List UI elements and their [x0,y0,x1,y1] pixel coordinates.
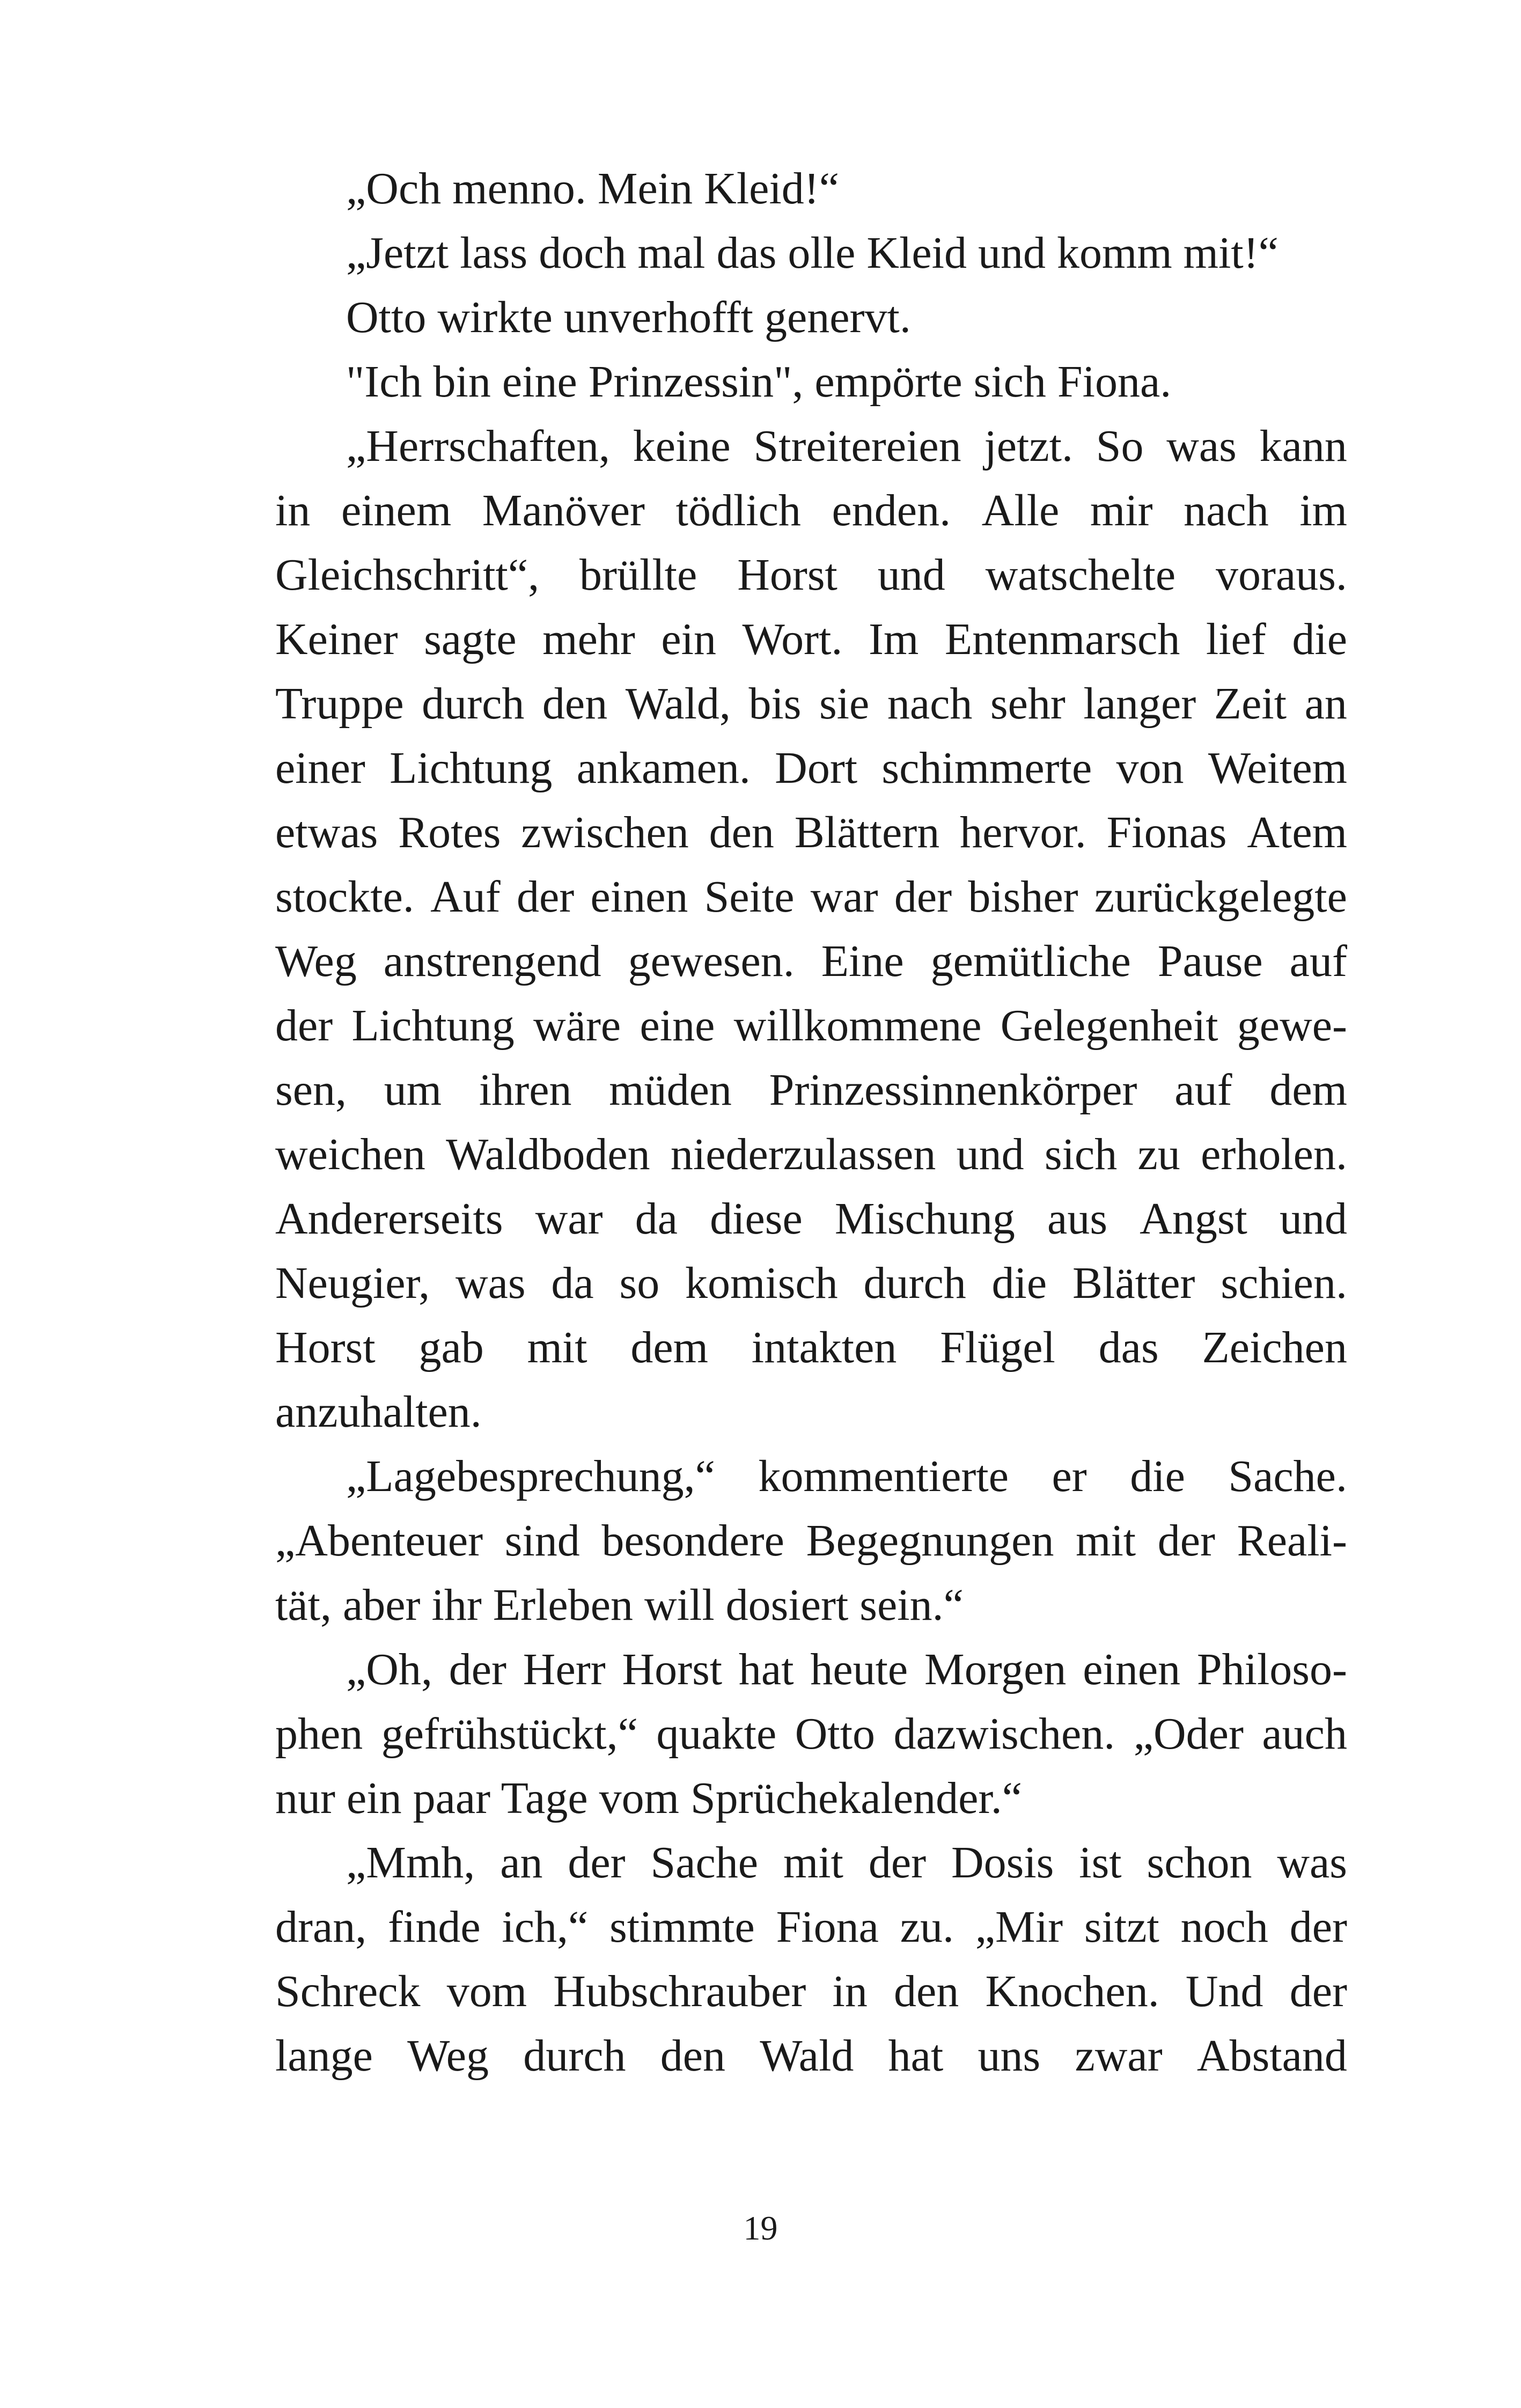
word: Lichtung [390,743,553,793]
word: ein [661,614,716,664]
word: da [551,1258,594,1308]
word: die [991,1258,1047,1308]
word: sie [819,679,870,729]
word: erholen. [1201,1129,1347,1179]
word: lief [1206,614,1266,664]
word: ist [1079,1838,1122,1888]
word: Entenmarsch [944,614,1180,664]
word: mit [783,1838,843,1888]
word: zu [1137,1129,1180,1179]
text-line [275,801,1347,865]
text-line [275,1122,1347,1187]
word: im [1299,486,1347,535]
word: sagte [424,614,517,664]
word: ihren [479,1065,572,1115]
word: an [1304,679,1347,729]
text-line: "Ich bin eine Prinzessin", empörte sich Fiona. [346,357,1172,407]
word: jetzt. [984,421,1073,471]
word: lange [275,2031,373,2081]
word: Horst [275,1323,376,1372]
word: Horst [622,1645,723,1694]
word: der [1289,1966,1347,2016]
word: der [1157,1516,1216,1566]
word: dem [630,1323,708,1372]
word: den [542,679,608,729]
text-line [275,736,1347,801]
word: der [449,1645,506,1694]
word: heute [810,1645,908,1694]
word: den [709,807,774,857]
word: Wald [760,2031,854,2081]
word: schon [1147,1838,1252,1888]
text-line [275,1895,1347,1959]
word: watschelte [985,550,1176,600]
word: Herr [523,1645,606,1694]
word: voraus. [1215,550,1347,600]
word: Gleichschritt“, [275,550,540,600]
word: mit [1076,1516,1136,1566]
word: auf [1289,936,1347,986]
word: Sache [650,1838,759,1888]
text-line [275,2024,1347,2088]
word: zwar [1075,2031,1163,2081]
word: einen [1083,1645,1181,1694]
text-line [275,865,1347,929]
word: Begegnungen [806,1516,1054,1566]
word: Flügel [940,1323,1055,1372]
word: war [535,1194,603,1244]
text-line [275,994,1347,1058]
word: dran, [275,1902,367,1952]
word: von [1116,743,1184,793]
word: diese [710,1194,803,1244]
word: ankamen. [576,743,751,793]
word: einem [341,486,452,535]
word: in [275,486,311,535]
word: Wald, [625,679,731,729]
text-line: Otto wirkte unverhofft genervt. [346,292,911,342]
word: etwas [275,807,378,857]
word: zwischen [521,807,689,857]
text-line [275,1187,1347,1251]
word: Mischung [834,1194,1015,1244]
word: er [1052,1451,1087,1501]
word: noch [1180,1902,1268,1952]
word: was [1277,1838,1347,1888]
word: Fionas [1106,807,1227,857]
word: Hubschrauber [553,1966,806,2016]
word: Sache. [1228,1451,1347,1501]
word: das [1098,1323,1159,1372]
word: quakte [656,1709,777,1759]
text-line: nur ein paar Tage vom Sprüchekalender.“ [275,1773,1023,1823]
word: zurückgelegte [1094,872,1347,922]
word: der [516,872,575,922]
text-line [275,929,1347,994]
word: Blättern [794,807,940,857]
word: was [1166,421,1237,471]
word: Alle [981,486,1060,535]
text-line: anzuhalten. [275,1387,482,1437]
word: durch [863,1258,966,1308]
word: Prinzessinnenkörper [769,1065,1137,1115]
word: Pause [1157,936,1263,986]
word: Zeit [1214,679,1287,729]
text-line [275,1702,1347,1766]
word: Streitereien [753,421,961,471]
word: war [810,872,878,922]
word: sich [1044,1129,1118,1179]
word: Schreck [275,1966,421,2016]
word: auf [1174,1065,1232,1115]
text-line [275,1058,1347,1122]
word: Eine [821,936,904,986]
word: Weg [407,2031,489,2081]
word: Und [1185,1966,1263,2016]
word: Weitem [1208,743,1347,793]
word: die [1292,614,1347,664]
word: langer [1083,679,1196,729]
word: sind [504,1516,580,1566]
word: der [894,872,952,922]
word: der [275,1001,333,1051]
word: uns [978,2031,1041,2081]
word: vom [446,1966,527,2016]
word: „Herrschaften, [346,421,611,471]
word: stimmte [609,1902,755,1952]
word: gewesen. [628,936,795,986]
word: Fiona [776,1902,879,1952]
word: hat [888,2031,944,2081]
word: brüllte [579,550,697,600]
word: den [894,1966,959,2016]
word: Zeichen [1202,1323,1347,1372]
word: was [455,1258,526,1308]
text-line [275,414,1347,479]
word: phen [275,1709,363,1759]
text-line [275,1831,1347,1895]
word: aus [1047,1194,1108,1244]
word: Weg [275,936,357,986]
word: eine [640,1001,715,1051]
word: Dosis [951,1838,1054,1888]
text-line: „Jetzt lass doch mal das olle Kleid und komm mit!“ [346,228,1278,278]
word: tödlich [675,486,801,535]
word: in [832,1966,868,2016]
word: Auf [430,872,501,922]
word: Keiner [275,614,398,664]
word: Atem [1247,807,1347,857]
word: dazwischen. [893,1709,1115,1759]
word: Morgen [924,1645,1067,1694]
word: den [660,2031,726,2081]
word: durch [523,2031,626,2081]
word: Philoso- [1196,1645,1347,1694]
word: so [619,1258,660,1308]
word: „Lagebesprechung,“ [346,1451,715,1501]
text-line [275,479,1347,543]
word: hervor. [960,807,1086,857]
word: Manöver [482,486,645,535]
text-line [275,543,1347,607]
word: und [956,1129,1024,1179]
word: schimmerte [881,743,1092,793]
word: keine [633,421,731,471]
word: So [1096,421,1144,471]
word: schien. [1221,1258,1347,1308]
word: an [500,1838,543,1888]
word: nach [1184,486,1269,535]
word: anstrengend [383,936,601,986]
word: Im [868,614,919,664]
word: Lichtung [351,1001,515,1051]
word: wäre [533,1001,621,1051]
word: kommentierte [758,1451,1009,1501]
word: bisher [968,872,1078,922]
word: Wort. [742,614,843,664]
word: die [1130,1451,1185,1501]
text-line [275,1509,1347,1573]
word: stockte. [275,872,414,922]
word: nach [887,679,973,729]
word: „Oder [1133,1709,1244,1759]
word: Truppe [275,679,404,729]
word: gefrühstückt,“ [381,1709,638,1759]
word: Knochen. [985,1966,1159,2016]
word: sen, [275,1065,347,1115]
word: gemütliche [930,936,1131,986]
text-line [275,672,1347,736]
word: einer [275,743,365,793]
word: und [877,550,945,600]
word: der [868,1838,927,1888]
word: willkommene [733,1001,982,1051]
text-line [275,1251,1347,1316]
word: Horst [737,550,837,600]
word: mehr [542,614,635,664]
word: Blätter [1072,1258,1195,1308]
text-line [275,1959,1347,2024]
word: Dort [775,743,858,793]
word: da [635,1194,678,1244]
word: Waldboden [446,1129,650,1179]
text-line [275,607,1347,672]
body-text [275,157,1347,2088]
text-line: tät, aber ihr Erleben will dosiert sein.“ [275,1580,964,1630]
word: Gelegenheit [1000,1001,1218,1051]
word: Rotes [398,807,501,857]
word: Angst [1140,1194,1247,1244]
word: Seite [704,872,795,922]
word: der [568,1838,626,1888]
text-line [275,1444,1347,1509]
word: gab [418,1323,484,1372]
word: mir [1090,486,1153,535]
word: Abstand [1196,2031,1347,2081]
word: finde [388,1902,481,1952]
word: Andererseits [275,1194,503,1244]
word: niederzulassen [670,1129,936,1179]
word: enden. [832,486,951,535]
word: und [1280,1194,1347,1244]
word: durch [422,679,525,729]
text-line [275,1316,1347,1380]
word: sehr [990,679,1066,729]
word: komisch [685,1258,838,1308]
word: der [1289,1902,1347,1952]
word: um [384,1065,442,1115]
word: „Abenteuer [275,1516,483,1566]
word: bis [748,679,802,729]
word: sitzt [1084,1902,1159,1952]
word: intakten [751,1323,897,1372]
word: „Mir [975,1902,1063,1952]
page-number: 19 [743,2209,778,2247]
word: müden [609,1065,732,1115]
word: Reali- [1237,1516,1347,1566]
word: Neugier, [275,1258,430,1308]
word: gewe- [1237,1001,1347,1051]
word: weichen [275,1129,425,1179]
word: zu. [900,1902,954,1952]
word: einen [590,872,688,922]
word: „Mmh, [346,1838,475,1888]
word: Otto [795,1709,876,1759]
word: ich,“ [502,1902,589,1952]
word: mit [527,1323,587,1372]
word: kann [1259,421,1347,471]
text-line [275,1638,1347,1702]
word: besondere [601,1516,784,1566]
word: dem [1269,1065,1347,1115]
word: auch [1262,1709,1347,1759]
word: „Oh, [346,1645,432,1694]
text-line: „Och menno. Mein Kleid!“ [346,164,840,214]
word: hat [738,1645,794,1694]
